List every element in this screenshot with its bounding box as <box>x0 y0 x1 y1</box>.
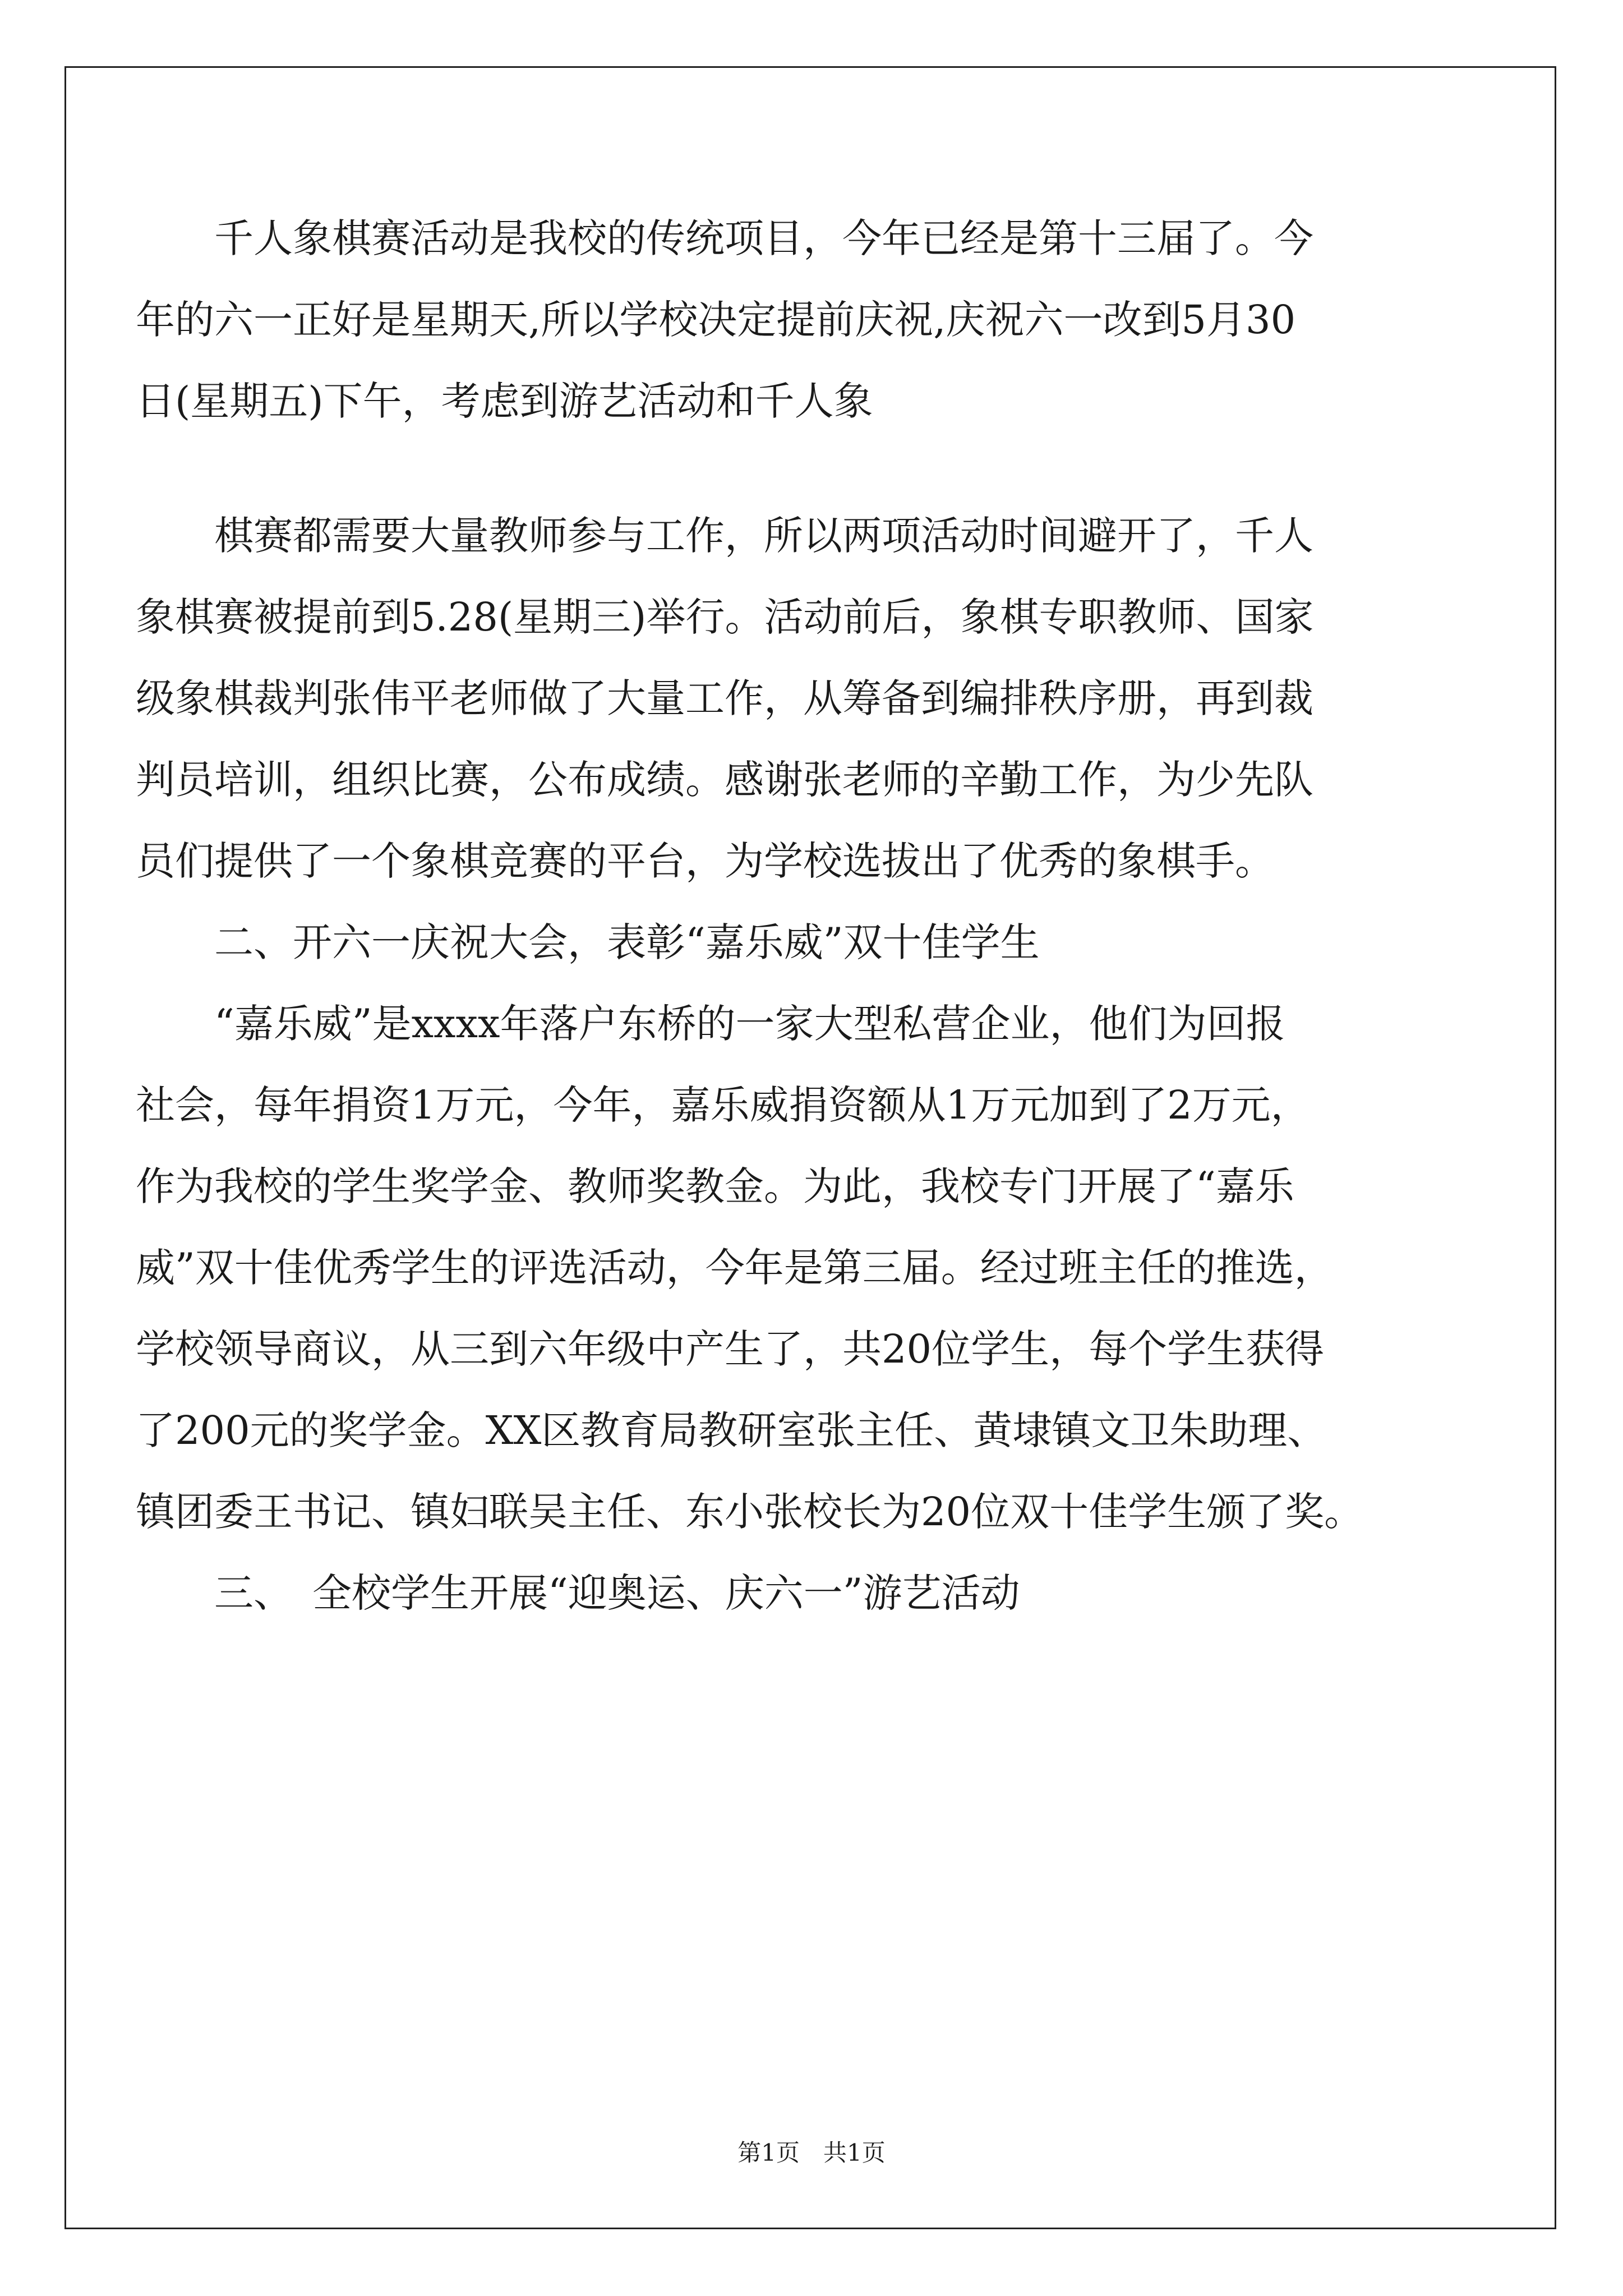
text-line-16: 镇团委王书记、镇妇联吴主任、东小张校长为20位双十佳学生颁了奖。 <box>136 1489 1364 1535</box>
text-line-5: 象棋赛被提前到5.28(星期三)举行。活动前后，象棋专职教师、国家 <box>136 594 1314 640</box>
text-line-2: 年的六一正好是星期天,所以学校决定提前庆祝,庆祝六一改到5月30 <box>136 297 1296 343</box>
text-line-8: 员们提供了一个象棋竞赛的平台，为学校选拔出了优秀的象棋手。 <box>136 838 1274 884</box>
section-heading-2: 二、开六一庆祝大会，表彰“嘉乐威”双十佳学生 <box>136 919 1040 965</box>
text-line-15: 了200元的奖学金。XX区教育局教研室张主任、黄埭镇文卫朱助理、 <box>136 1407 1327 1453</box>
text-line-11: 社会，每年捐资1万元，今年，嘉乐威捐资额从1万元加到了2万元， <box>136 1082 1310 1128</box>
text-line-10: “嘉乐威”是xxxx年落户东桥的一家大型私营企业，他们为回报 <box>136 1001 1285 1047</box>
text-line-13: 威”双十佳优秀学生的评选活动，今年是第三届。经过班主任的推选， <box>136 1245 1334 1291</box>
text-line-4: 棋赛都需要大量教师参与工作，所以两项活动时间避开了，千人 <box>136 513 1313 559</box>
text-line-7: 判员培训，组织比赛，公布成绩。感谢张老师的辛勤工作，为少先队 <box>136 757 1313 803</box>
text-line-14: 学校领导商议，从三到六年级中产生了，共20位学生，每个学生获得 <box>136 1326 1325 1372</box>
text-line-3: 日(星期五)下午，考虑到游艺活动和千人象 <box>136 378 873 424</box>
text-line-1: 千人象棋赛活动是我校的传统项目，今年已经是第十三届了。今 <box>136 215 1313 261</box>
text-line-6: 级象棋裁判张伟平老师做了大量工作，从筹备到编排秩序册，再到裁 <box>136 675 1313 721</box>
page-footer: 第1页 共1页 <box>737 2139 886 2166</box>
section-heading-3: 三、 全校学生开展“迎奥运、庆六一”游艺活动 <box>136 1570 1020 1616</box>
text-line-12: 作为我校的学生奖学金、教师奖教金。为此，我校专门开展了“嘉乐 <box>136 1163 1294 1209</box>
